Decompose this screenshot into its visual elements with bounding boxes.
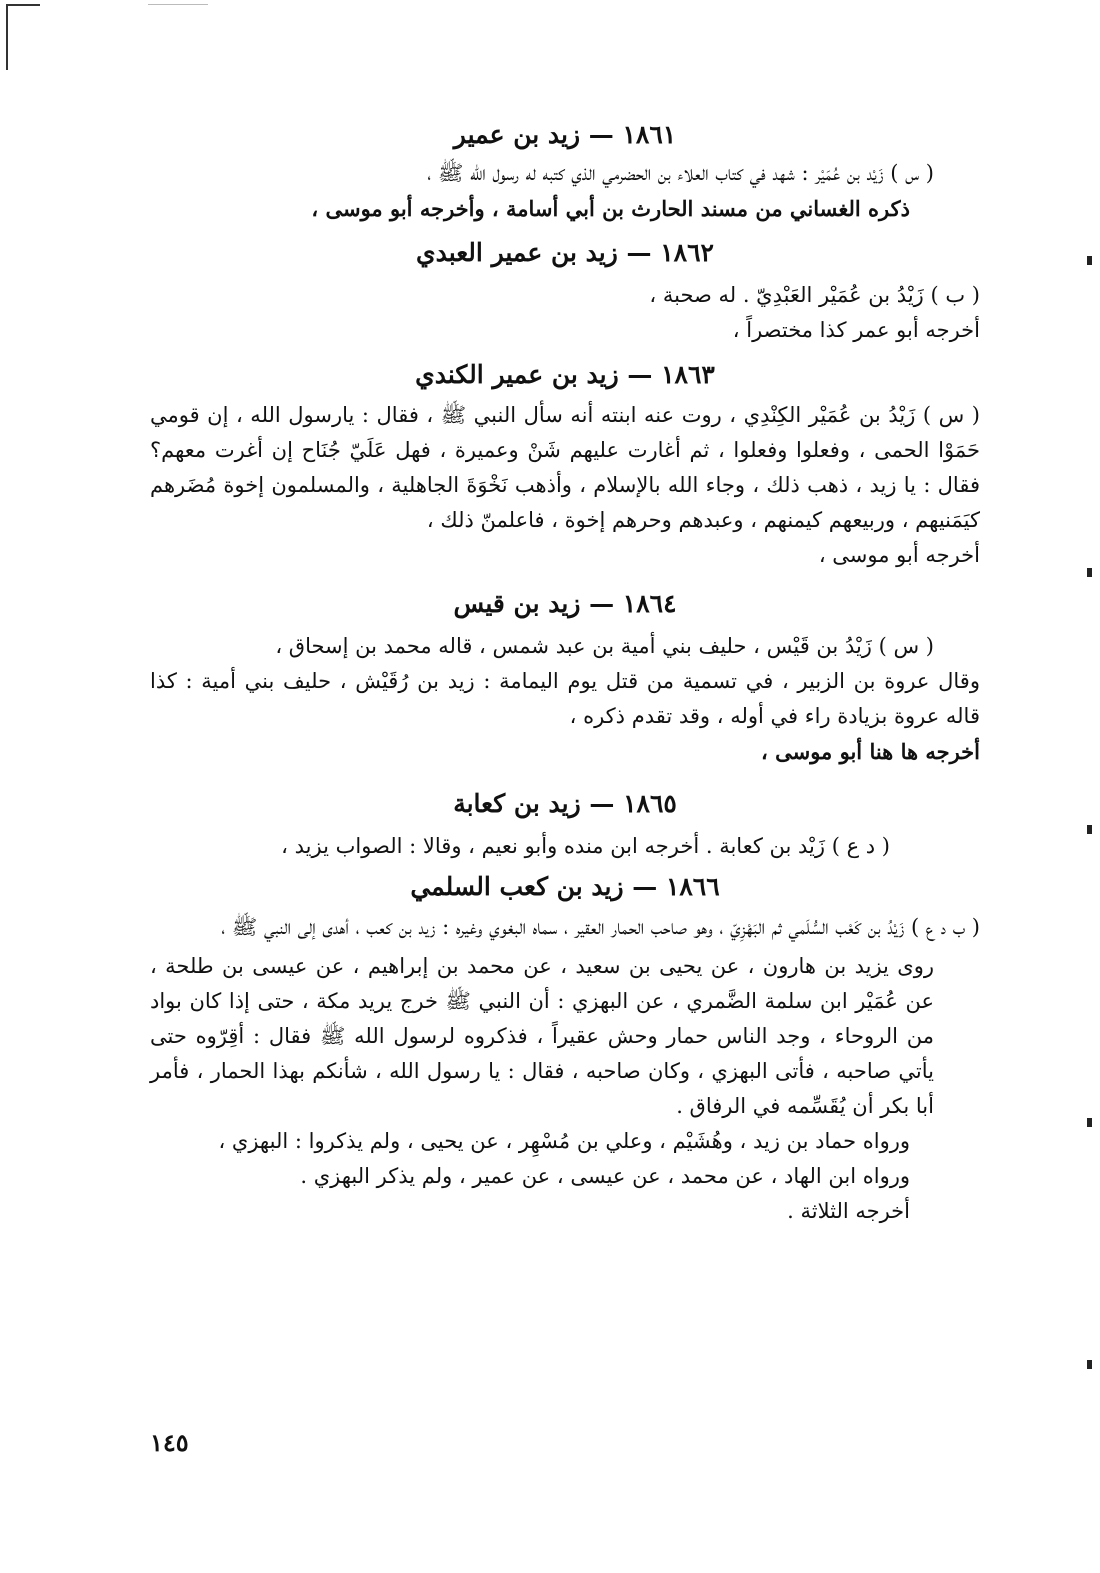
entry-paragraph: أخرجه أبو موسى ، bbox=[818, 543, 980, 567]
margin-mark bbox=[1087, 568, 1092, 577]
page-body bbox=[150, 118, 980, 1229]
entry-heading: ١٨٦٣ — زيد بن عمير الكندي bbox=[415, 360, 715, 389]
page-number: ١٤٥ bbox=[150, 1428, 189, 1457]
margin-mark bbox=[1087, 1118, 1092, 1127]
entry-paragraph: أخرجه الثلاثة . bbox=[787, 1199, 910, 1223]
margin-mark bbox=[1087, 256, 1092, 265]
entry-heading: ١٨٦٢ — زيد بن عمير العبدي bbox=[416, 238, 714, 267]
biography-entry bbox=[150, 118, 980, 226]
biography-entry bbox=[150, 236, 980, 348]
entry-heading: ١٨٦١ — زيد بن عمير bbox=[453, 120, 677, 149]
biography-entry bbox=[150, 358, 980, 573]
crop-mark bbox=[6, 4, 40, 6]
crop-mark bbox=[6, 4, 8, 70]
entry-paragraph: ( ب د ع ) زَيْدُ بن كَعْب السُّلَمي ثم البَهْزِيّ ، وهو صاحب الحمار العقير ، سماه البغوي وغيره : زيد بن كعب ، أهدى إلى النبي ﷺ ، bbox=[221, 915, 980, 939]
entry-heading: ١٨٦٦ — زيد بن كعب السلمي bbox=[410, 872, 720, 901]
entry-paragraph: أخرجه أبو عمر كذا مختصراً ، bbox=[732, 318, 980, 342]
entry-paragraph: ذكره الغساني من مسند الحارث بن أبي أسامة ، وأخرجه أبو موسى ، bbox=[311, 196, 910, 221]
entry-paragraph: ورواه ابن الهاد ، عن محمد ، عن عيسى ، عن عمير ، ولم يذكر البهزي . bbox=[300, 1164, 910, 1188]
margin-mark bbox=[1087, 825, 1092, 834]
biography-entry bbox=[150, 787, 980, 864]
entry-paragraph: وقال عروة بن الزبير ، في تسمية من قتل يوم اليمامة : زيد بن رُقَيْش ، حليف بني أمية : كذا قاله عروة بزيادة راء في أوله ، وقد تقدم ذكره ، bbox=[150, 669, 980, 728]
scan-rule bbox=[148, 4, 208, 5]
entry-paragraph: روى يزيد بن هارون ، عن يحيى بن سعيد ، عن محمد بن إبراهيم ، عن عيسى بن طلحة ، عن عُمَيْر ابن سلمة الضَّمري ، عن البهزي : أن النبي ﷺ خرج يريد مكة ، حتى إذا كان بواد من الروحاء ، وجد الناس حمار وحش عقيراً ، فذكروه لرسول الله ﷺ فقال : أقِرّوه حتى يأتي صاحبه ، فأتى البهزي ، وكان صاحبه ، فقال : يا رسول الله ، شأنكم بهذا الحمار ، فأمر أبا بكر أن يُقَسِّمه في الرفاق . bbox=[150, 954, 934, 1118]
margin-mark bbox=[1087, 1360, 1092, 1369]
entry-paragraph: ( س ) زَيْد بن عُمَيْر : شهد في كتاب العلاء بن الحضرمي الذي كتبه له رسول الله ﷺ ، bbox=[427, 161, 934, 185]
biography-entry bbox=[150, 587, 980, 769]
entry-paragraph: ( س ) زَيْدُ بن عُمَيْر الكِنْدِي ، روت عنه ابنته أنه سأل النبي ﷺ ، فقال : يارسول الله ، إن قومي حَمَوْا الحمى ، وفعلوا وفعلوا ، ثم أغارت عليهم شَنْ وعميرة ، فهل عَلَيّ جُنَاح إن أغرت معهم؟ فقال : يا زيد ، ذهب ذلك ، وجاء الله بالإسلام ، وأذهب نَخْوَةَ الجاهلية ، والمسلمون إخوة مُضَرهم كيَمَنيهم ، وربيعهم كيمنهم ، وعبدهم وحرهم إخوة ، فاعلمنّ ذلك ، bbox=[150, 403, 980, 532]
entry-paragraph: ( س ) زَيْدُ بن قَيْس ، حليف بني أمية بن عبد شمس ، قاله محمد بن إسحاق ، bbox=[275, 634, 934, 658]
entry-heading: ١٨٦٥ — زيد بن كعابة bbox=[453, 789, 677, 818]
entry-paragraph: أخرجه ها هنا أبو موسى ، bbox=[761, 739, 980, 764]
entry-heading: ١٨٦٤ — زيد بن قيس bbox=[453, 589, 677, 618]
entry-paragraph: ورواه حماد بن زيد ، وهُشَيْم ، وعلي بن مُسْهِر ، عن يحيى ، ولم يذكروا : البهزي ، bbox=[218, 1129, 910, 1153]
entry-paragraph: ( ب ) زَيْدُ بن عُمَيْر العَبْدِيّ . له صحبة ، bbox=[649, 283, 980, 307]
biography-entry bbox=[150, 870, 980, 1229]
entry-paragraph: ( د ع ) زَيْد بن كعابة . أخرجه ابن منده وأبو نعيم ، وقالا : الصواب يزيد ، bbox=[281, 834, 890, 858]
